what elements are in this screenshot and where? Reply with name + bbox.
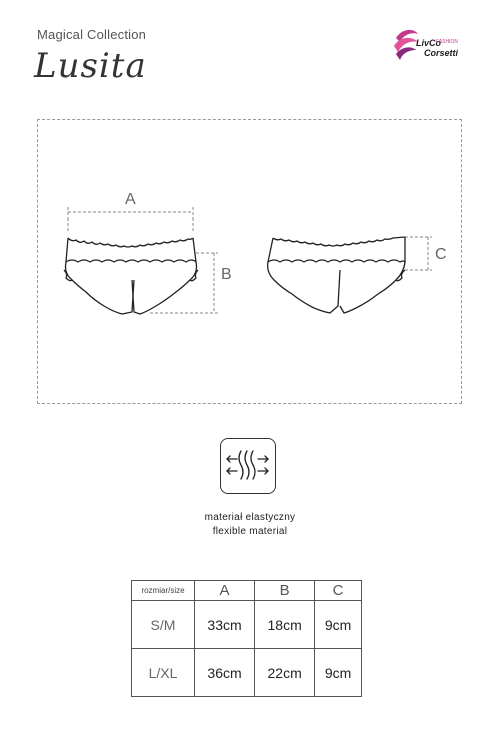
size-table-row [132, 649, 362, 697]
flexible-material-icon [220, 438, 276, 494]
stretch-arrows-icon [221, 439, 274, 492]
product-name: Lusita [34, 46, 147, 86]
dimension-label-b: B [221, 266, 232, 283]
size-value-a: 36cm [195, 649, 255, 697]
brand-text-corsetti: Corsetti [424, 48, 459, 58]
size-value-b: 22cm [255, 649, 315, 697]
flexible-material-label-en: flexible material [212, 526, 288, 537]
collection-name: Magical Collection [37, 27, 147, 42]
dimension-label-a: A [125, 191, 136, 208]
panties-back-view [268, 237, 405, 313]
size-table [131, 580, 362, 697]
size-label: S/M [132, 601, 195, 649]
size-table-header-row [132, 581, 362, 601]
panties-front-view [64, 238, 198, 314]
size-table-header-a: A [195, 581, 255, 601]
size-label: L/XL [132, 649, 195, 697]
size-value-a: 33cm [195, 601, 255, 649]
flexible-material-label-pl: materiał elastyczny [204, 512, 296, 523]
size-table-row [132, 601, 362, 649]
dimension-c-line [405, 237, 432, 270]
size-table-header-b: B [255, 581, 315, 601]
brand-text-fashion: FASHION [436, 39, 458, 45]
dimension-a-line [68, 207, 193, 232]
size-value-b: 18cm [255, 601, 315, 649]
size-value-c: 9cm [315, 649, 362, 697]
size-value-c: 9cm [315, 601, 362, 649]
size-table-header-size: rozmiar/size [132, 581, 195, 601]
size-table-header-c: C [315, 581, 362, 601]
brand-text-livco: LivCo [416, 38, 442, 48]
dimension-label-c: C [435, 246, 447, 263]
